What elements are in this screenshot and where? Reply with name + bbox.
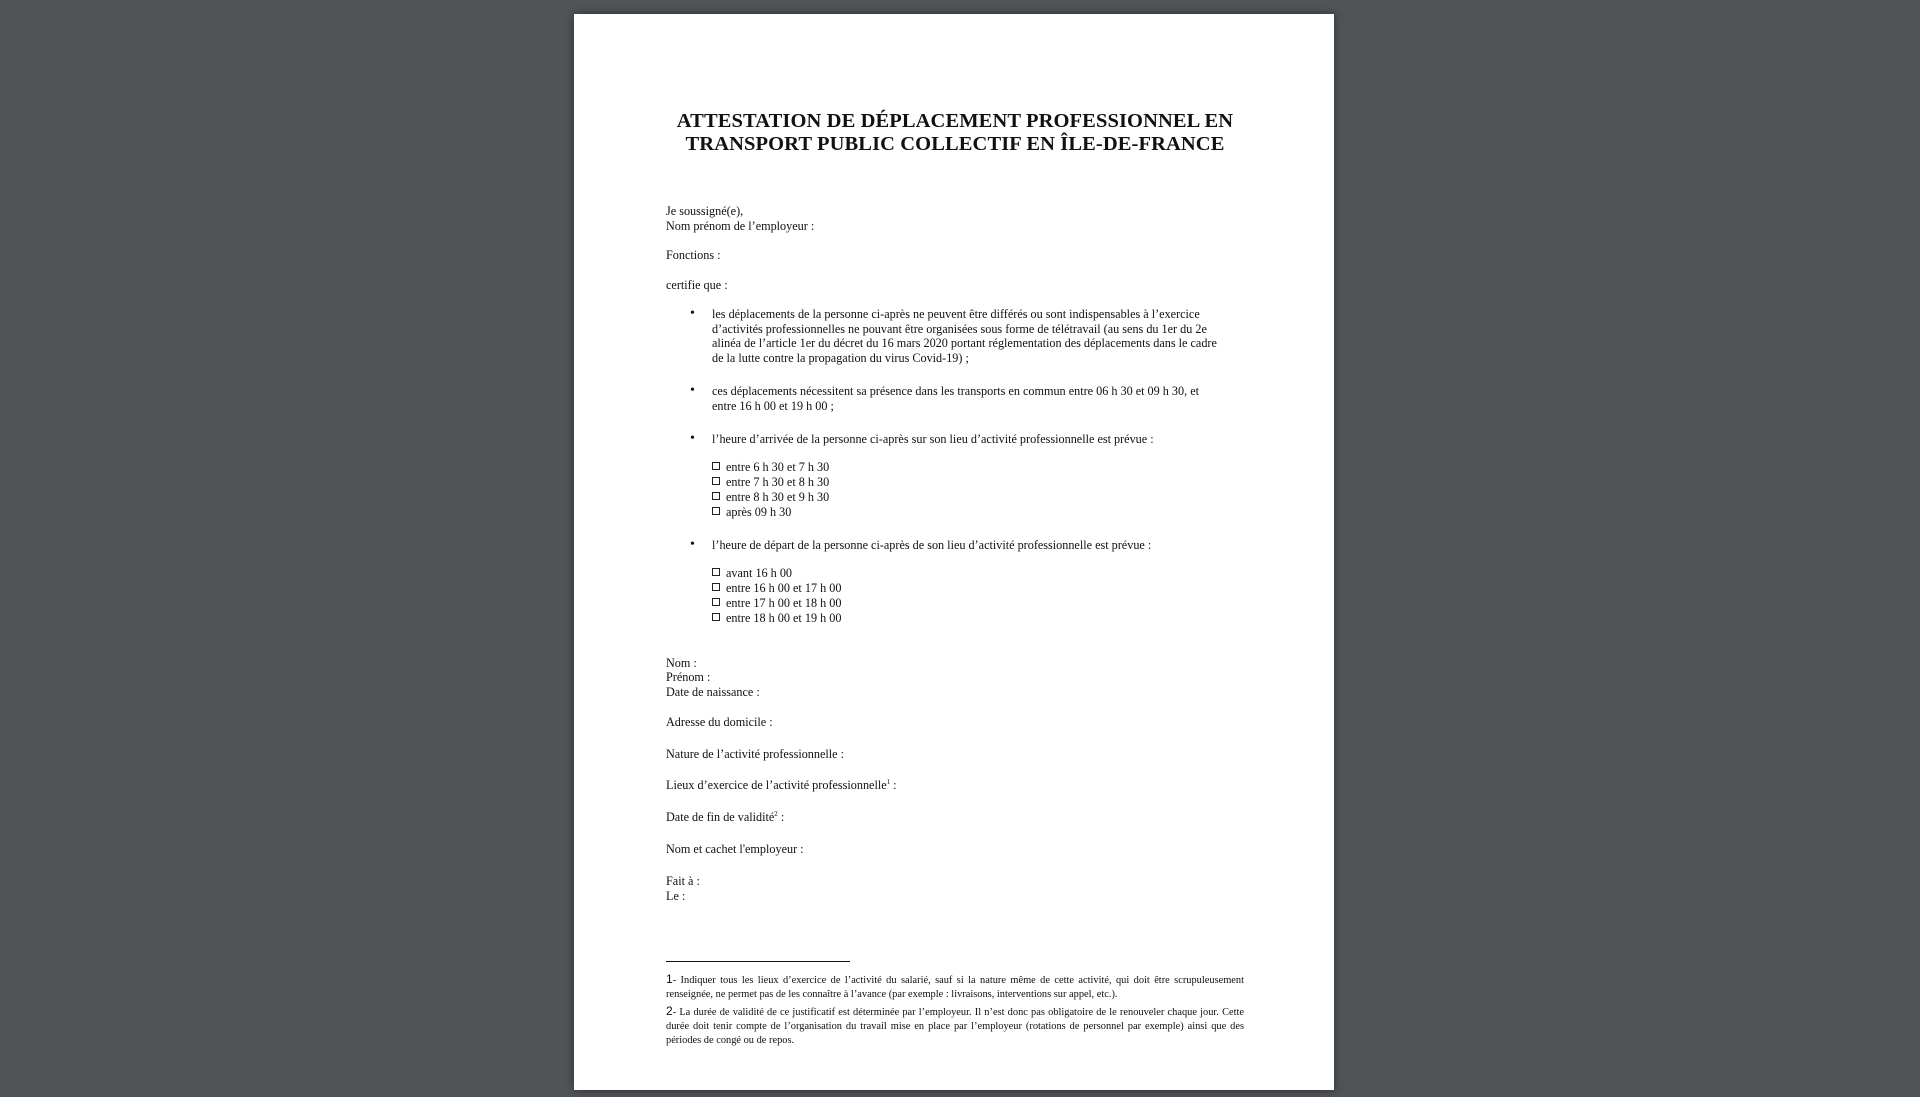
nom-label: Nom :	[666, 655, 697, 670]
option-label: entre 17 h 00 et 18 h 00	[726, 595, 842, 610]
bullet-item-arrival	[666, 432, 1244, 520]
option-label: entre 6 h 30 et 7 h 30	[726, 460, 830, 475]
arrival-option[interactable]	[712, 505, 1244, 520]
footnote-1: 1- Indiquer tous les lieux d’exercice de l’activité du salarié, sauf si la nature même de cette activité, qui doit être scrupuleusement renseignée, ne permet pas de les connaître à l’avance (par exemple : livraisons, interventions sur appel, etc.).	[666, 972, 1244, 1001]
title-line-1: ATTESTATION DE DÉPLACEMENT PROFESSIONNEL EN	[676, 110, 1234, 132]
departure-options	[712, 566, 1244, 625]
option-label: entre 16 h 00 et 17 h 00	[726, 581, 842, 596]
bullet-line: alinéa de l’article 1er du décret du 16 mars 2020 portant réglementation des déplacements dans le cadre	[712, 336, 1217, 351]
prenom-label: Prénom :	[666, 670, 711, 685]
lieux-exercice-label: Lieux d’exercice de l’activité professionnelle$^1$ :	[666, 778, 897, 793]
option-label: entre 8 h 30 et 9 h 30	[726, 489, 830, 504]
departure-option[interactable]	[712, 611, 1244, 626]
option-label: entre 7 h 30 et 8 h 30	[726, 475, 830, 490]
bullet-line: entre 16 h 00 et 19 h 00 ;	[712, 398, 834, 413]
footnote-divider	[666, 961, 850, 962]
checkbox-icon[interactable]	[712, 568, 720, 576]
arrival-option[interactable]	[712, 475, 1244, 490]
bullet-icon: •	[690, 536, 695, 552]
adresse-label: Adresse du domicile :	[666, 714, 773, 729]
certifie-text: certifie que :	[666, 277, 728, 292]
date-fin-validite-label: Date de fin de validité$^2$ :	[666, 810, 785, 825]
footnotes	[666, 972, 1244, 1048]
departure-option[interactable]	[712, 581, 1244, 596]
footnote-ref-1: 1	[886, 778, 891, 787]
bullet-line: d’activités professionnelles ne pouvant être organisées sous forme de télétravail (au sens du 1er du 2e	[712, 321, 1207, 336]
arrival-options	[712, 460, 1244, 519]
bullet-icon: •	[690, 305, 695, 321]
checkbox-icon[interactable]	[712, 507, 720, 515]
title-line-2: TRANSPORT PUBLIC COLLECTIF EN ÎLE-DE-FRANCE	[685, 133, 1225, 155]
cachet-employeur-label: Nom et cachet l'employeur :	[666, 841, 804, 856]
fait-a-label: Fait à :	[666, 873, 700, 888]
departure-option[interactable]	[712, 566, 1244, 581]
bullet-line: l’heure d’arrivée de la personne ci-après sur son lieu d’activité professionnelle est prévue :	[712, 431, 1154, 446]
departure-option[interactable]	[712, 596, 1244, 611]
bullet-item	[666, 384, 1244, 414]
checkbox-icon[interactable]	[712, 598, 720, 606]
fonctions-label: Fonctions :	[666, 248, 721, 263]
nature-activite-label: Nature de l’activité professionnelle :	[666, 746, 845, 761]
bullet-line: les déplacements de la personne ci-après ne peuvent être différés ou sont indispensables à l’exercice	[712, 306, 1200, 321]
bullet-item-departure	[666, 538, 1244, 626]
checkbox-icon[interactable]	[712, 583, 720, 591]
checkbox-icon[interactable]	[712, 462, 720, 470]
certification-list	[666, 307, 1244, 626]
document-page	[574, 14, 1334, 1090]
arrival-option[interactable]	[712, 460, 1244, 475]
bullet-item	[666, 307, 1244, 366]
bullet-line: ces déplacements nécessitent sa présence dans les transports en commun entre 06 h 30 et 09 h 30, et	[712, 383, 1200, 398]
checkbox-icon[interactable]	[712, 477, 720, 485]
employer-name-label: Nom prénom de l’employeur :	[666, 218, 815, 233]
form-fields	[666, 656, 1244, 904]
footnote-2: 2- La durée de validité de ce justificatif est déterminée par l’employeur. Il n’est donc pas obligatoire de le renouveler chaque jour. Cette durée doit tenir compte de l’organisation du travail mise en place par l’employeur (rotations de personnel par exemple) ainsi que des périodes de congé ou de repos.	[666, 1004, 1244, 1047]
bullet-line: l’heure de départ de la personne ci-après de son lieu d’activité professionnelle est prévue :	[712, 537, 1152, 552]
option-label: après 09 h 30	[726, 504, 792, 519]
intro-section	[666, 204, 1244, 293]
option-label: avant 16 h 00	[726, 566, 793, 581]
date-naissance-label: Date de naissance :	[666, 685, 760, 700]
document-content	[666, 96, 1244, 1050]
bullet-icon: •	[690, 430, 695, 446]
soussigne-text: Je soussigné(e),	[666, 204, 744, 218]
footnote-ref-2: 2	[774, 810, 778, 819]
le-label: Le :	[666, 888, 686, 903]
checkbox-icon[interactable]	[712, 492, 720, 500]
document-title	[666, 110, 1244, 156]
option-label: entre 18 h 00 et 19 h 00	[726, 610, 842, 625]
bullet-icon: •	[690, 382, 695, 398]
checkbox-icon[interactable]	[712, 613, 720, 621]
bullet-line: de la lutte contre la propagation du virus Covid-19) ;	[712, 351, 969, 366]
arrival-option[interactable]	[712, 490, 1244, 505]
